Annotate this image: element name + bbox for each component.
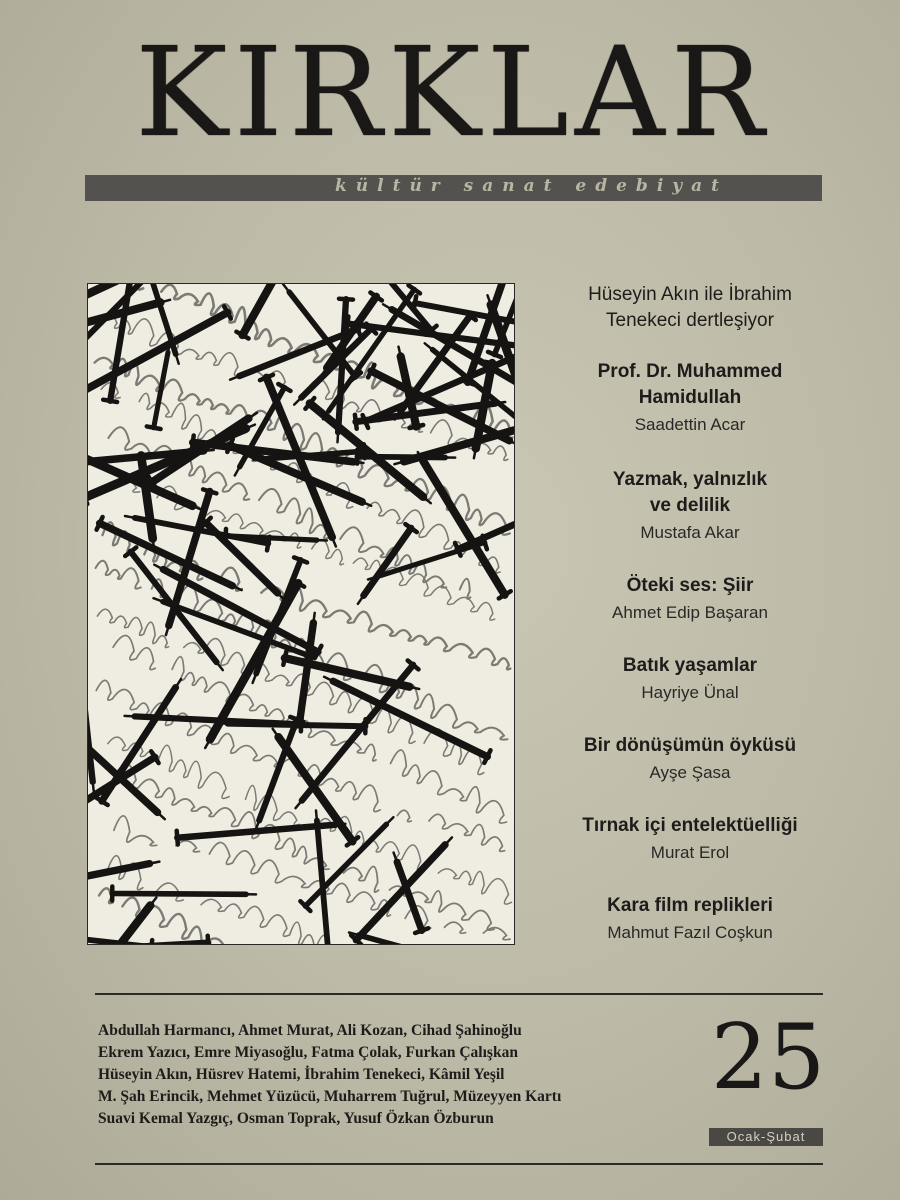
toc-entry-author: Hayriye Ünal [641,683,739,702]
masthead-title: KIRKLAR [135,21,770,165]
handwriting-scribble [95,855,514,944]
toc-title-line: Hüseyin Akın ile İbrahim [588,284,792,305]
toc-entry-title [540,813,840,839]
nail-icon [292,613,314,726]
contributors-line: Hüseyin Akın, Hüsrev Hatemi, İbrahim Tenekeci, Kâmil Yeşil [98,1066,505,1083]
toc-entry [540,813,840,865]
toc-entry [540,359,840,437]
toc-entry [540,893,840,945]
toc-title-line: Kara film replikleri [607,895,773,916]
toc-entry-title [540,893,840,919]
toc-entry [540,467,840,545]
bottom-divider [95,1163,823,1165]
contributors-line: Abdullah Harmancı, Ahmet Murat, Ali Kozan, Cihad Şahinoğlu [98,1022,522,1039]
toc-entry-title [540,733,840,759]
toc-title-line: Tırnak içi entelektüelliği [582,815,798,836]
toc-entry [540,653,840,705]
toc-title-line: Prof. Dr. Muhammed [597,361,783,382]
toc-title-line: Tenekeci dertleşiyor [606,310,774,331]
contributors-line: M. Şah Erincik, Mehmet Yüzücü, Muharrem Tuğrul, Müzeyyen Kartı [98,1088,562,1105]
nail-icon [102,898,157,945]
contributors-line: Ekrem Yazıcı, Emre Miyasoğlu, Fatma Çolak, Furkan Çalışkan [98,1044,518,1061]
toc-entry-title [540,467,840,519]
toc-entry-title [540,573,840,599]
handwriting-scribble [107,815,514,940]
tagline-bar [85,175,822,201]
toc-entry-author: Saadettin Acar [634,415,746,434]
contributors-line: Suavi Kemal Yazgıç, Osman Toprak, Yusuf Özkan Özburun [98,1110,494,1127]
toc-title-line: Bir dönüşümün öyküsü [583,735,797,756]
issue-period: Ocak-Şubat [709,1128,823,1146]
toc-title-line: Hamidullah [638,387,742,408]
toc-entry-author: Murat Erol [650,843,730,862]
toc-entry-title [540,282,840,334]
contributors-list [98,1020,678,1130]
toc-entry [540,573,840,625]
toc-entry-title [540,653,840,679]
toc-entry-author: Ahmet Edip Başaran [612,603,768,622]
toc-entry-title [540,359,840,411]
nails-and-handwriting-illustration [88,284,514,944]
toc-entry [540,282,840,334]
toc-title-line: ve delilik [649,495,731,516]
toc-title-line: Yazmak, yalnızlık [612,469,768,490]
toc-title-line: Batık yaşamlar [622,655,758,676]
issue-number: 25 [710,1005,826,1110]
cover-artwork [87,283,515,945]
nail-icon [88,626,94,792]
toc-entry-author: Mahmut Fazıl Coşkun [607,923,773,942]
tagline: kültür sanat edebiyat [335,176,729,196]
toc-entry-author: Mustafa Akar [640,523,740,542]
top-divider [95,993,823,995]
toc-entry-author: Ayşe Şasa [649,763,731,782]
toc-entry [540,733,840,785]
toc-title-line: Öteki ses: Şiir [626,575,754,596]
